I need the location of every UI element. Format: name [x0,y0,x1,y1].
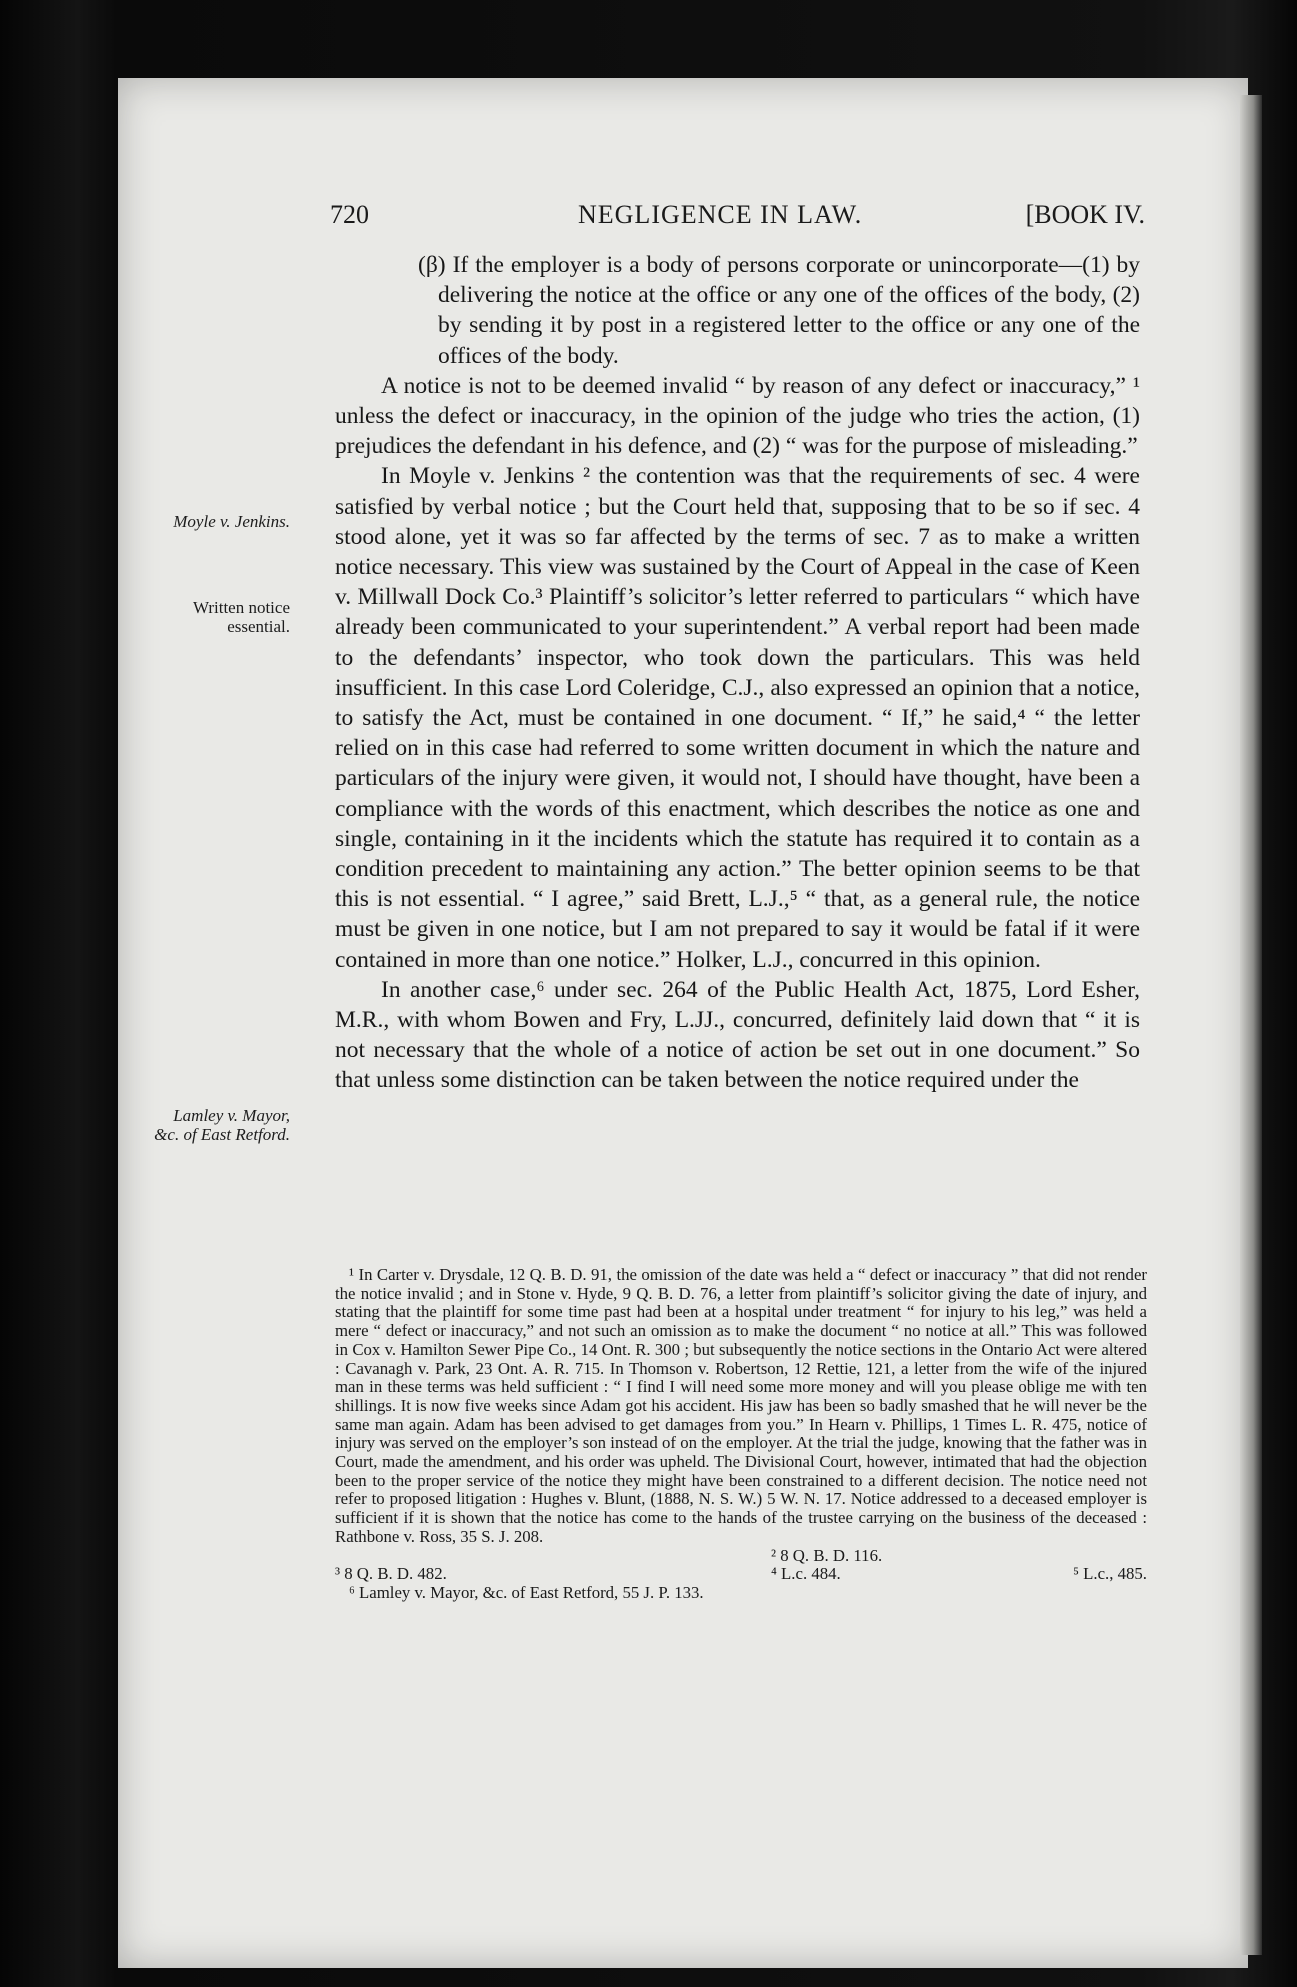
footnote-row-3-5 [335,1565,1147,1584]
page-title: NEGLIGENCE IN LAW. [578,200,863,229]
footnote-row-2 [335,1547,1147,1566]
page-number: 720 [330,200,369,229]
footnotes [335,1266,1147,1603]
footnote-4: ⁴ L.c. 484. [771,1564,841,1584]
paragraph-another-case: In another case,⁶ under sec. 264 of the Public Health Act, 1875, Lord Esher, M.R., with whom Bowen and Fry, L.JJ., concurred, definitely laid down that “ it is not necessary that the whole of a notice of action be set out in one document.” So that unless some distinction can be taken between the notice required under the [335,976,1140,1094]
margin-note-moyle: Moyle v. Jenkins. [173,512,290,531]
paragraph-beta: (β) If the employer is a body of persons corporate or unincorporate—(1) by delivering the notice at the office or any one of the offices of the body, (2) by sending it by post in a registered letter to the office or any one of the offices of the body. [418,252,1140,369]
footnote-5: ⁵ L.c., 485. [1073,1564,1147,1584]
page-edge [1240,95,1262,1955]
book-label: [BOOK IV. [1025,200,1145,229]
footnote-2: ² 8 Q. B. D. 116. [771,1545,883,1565]
paragraph-moyle-jenkins: In Moyle v. Jenkins ² the contention was that the requirements of sec. 4 were satisfied by verbal notice ; but the Court held that, supposing that to be so if sec. 4 stood alone, yet it was so far affected by the terms of sec. 7 as to make a written notice necessary. This view was sustained by the Court of Appeal in the case of Keen v. Millwall Dock Co.³ Plaintiff’s solicitor’s letter referred to particulars “ which have already been communicated to your superintendent.” A verbal report had been made to the defendants’ inspector, who took down the particulars. This was held insufficient. In this case Lord Coleridge, C.J., also expressed an opinion that a notice, to satisfy the Act, must be contained in one document. “ If,” he said,⁴ “ the letter relied on in this case had referred to some written document in which the nature and particulars of the injury were given, it would not, I should have thought, have been a compliance with the words of this enactment, which describes the notice as one and single, containing in it the incidents which the statute has required it to contain as a condition precedent to maintaining any action.” The better opinion seems to be that this is not essential. “ I agree,” said Brett, L.J.,⁵ “ that, as a general rule, the notice must be given in one notice, but I am not prepared to say it would be fatal if it were contained in more than one notice.” Holker, L.J., concurred in this opinion. [335,463,1140,973]
running-header [330,200,1145,240]
footnote-1: ¹ In Carter v. Drysdale, 12 Q. B. D. 91, the omission of the date was held a “ defect or inaccuracy ” that did not render the notice invalid ; and in Stone v. Hyde, 9 Q. B. D. 76, a letter from plaintiff’s solicitor giving the date of injury, and stating that the plaintiff for some time past had been at a hospital under treatment “ for injury to his leg,” was held a mere “ defect or inaccuracy,” and not such an omission as to make the document “ no notice at all.” This was followed in Cox v. Hamilton Sewer Pipe Co., 14 Ont. R. 300 ; but subsequently the notice sections in the Ontario Act were altered : Cavanagh v. Park, 23 Ont. A. R. 715. In Thomson v. Robertson, 12 Rettie, 121, a letter from the wife of the injured man in these terms was held sufficient : “ I find I will need some more money and will you please oblige me with ten shillings. It is now five weeks since Adam got his accident. His jaw has been so badly smashed that he will never be the same man again. Adam has been advised to get damages from you.” In Hearn v. Phillips, 1 Times L. R. 475, notice of injury was served on the employer’s son instead of on the employer. At the trial the judge, knowing that the father was in Court, made the amendment, and his order was upheld. The Divisional Court, however, intimated that had the objection been to the proper service of the notice they might have been constrained to a different decision. The notice need not refer to proposed litigation : Hughes v. Blunt, (1888, N. S. W.) 5 W. N. 17. Notice addressed to a deceased employer is sufficient if it is shown that the notice has come to the hands of the trustee carrying on the business of the deceased : Rathbone v. Ross, 35 S. J. 208. [335,1265,1147,1546]
paragraph-notice-invalid: A notice is not to be deemed invalid “ by reason of any defect or inaccuracy,” ¹ unless the defect or inaccuracy, in the opinion of the judge who tries the action, (1) prejudices the defendant in his defence, and (2) “ was for the purpose of misleading.” [335,372,1140,460]
footnote-3: ³ 8 Q. B. D. 482. [335,1564,447,1584]
footnote-6: ⁶ Lamley v. Mayor, &c. of East Retford, 55 J. P. 133. [349,1582,704,1602]
margin-note-written-notice: Written notice essential. [192,598,290,636]
margin-note-lamley: Lamley v. Mayor, &c. of East Retford. [154,1106,290,1144]
main-text [335,250,1140,1096]
